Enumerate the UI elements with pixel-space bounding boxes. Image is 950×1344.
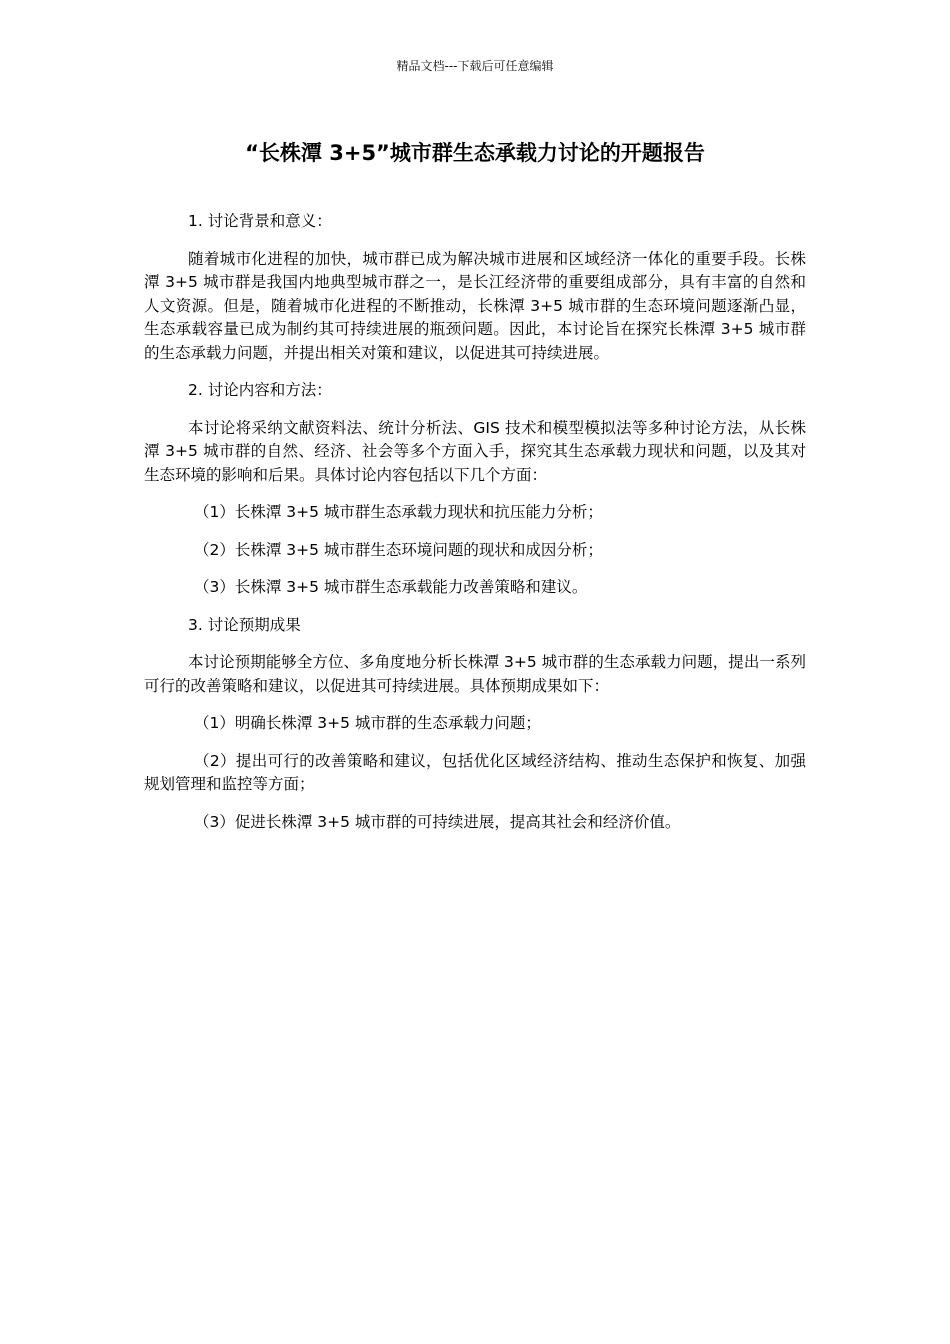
list-item-result-3: （3）促进长株潭 3+5 城市群的可持续进展，提高其社会和经济价值。	[194, 812, 681, 831]
paragraph-content-methods: 本讨论将采纳文献资料法、统计分析法、GIS 技术和模型模拟法等多种讨论方法，从长株潭 3+5 城市群的自然、经济、社会等多个方面入手，探究其生态承载力现状和问题，以及其对生态环境的影响和后果。具体讨论内容包括以下几个方面：	[144, 418, 806, 484]
section-heading-expected-results: 3. 讨论预期成果	[188, 615, 301, 634]
document-body	[144, 210, 806, 848]
list-item-content-3: （3）长株潭 3+5 城市群生态承载能力改善策略和建议。	[194, 578, 588, 596]
list-item-content-2: （2）长株潭 3+5 城市群生态环境问题的现状和成因分析；	[194, 540, 603, 559]
list-item-result-1: （1）明确长株潭 3+5 城市群的生态承载力问题；	[194, 714, 541, 732]
section-heading-background: 1. 讨论背景和意义：	[188, 212, 332, 230]
paragraph-expected-results: 本讨论预期能够全方位、多角度地分析长株潭 3+5 城市群的生态承载力问题，提出一系列可行的改善策略和建议，以促进其可持续进展。具体预期成果如下：	[144, 653, 806, 695]
list-item-content-1: （1）长株潭 3+5 城市群生态承载力现状和抗压能力分析；	[194, 503, 603, 521]
section-heading-content-methods: 2. 讨论内容和方法：	[188, 381, 332, 399]
document-title: “长株潭 3+5”城市群生态承载力讨论的开题报告	[245, 141, 705, 165]
paragraph-background: 随着城市化进程的加快，城市群已成为解决城市进展和区域经济一体化的重要手段。长株潭 3+5 城市群是我国内地典型城市群之一，是长江经济带的重要组成部分，具有丰富的自然和人文资源。但是，随着城市化进程的不断推动，长株潭 3+5 城市群的生态环境问题逐渐凸显，生态承载容量已成为制约其可持续进展的瓶颈问题。因此，本讨论旨在探究长株潭 3+5 城市群的生态承载力问题，并提出相关对策和建议，以促进其可持续进展。	[144, 249, 806, 362]
list-item-result-2: （2）提出可行的改善策略和建议，包括优化区域经济结构、推动生态保护和恢复、加强规划管理和监控等方面；	[144, 751, 806, 793]
page-header-note: 精品文档---下载后可任意编辑	[396, 59, 554, 73]
